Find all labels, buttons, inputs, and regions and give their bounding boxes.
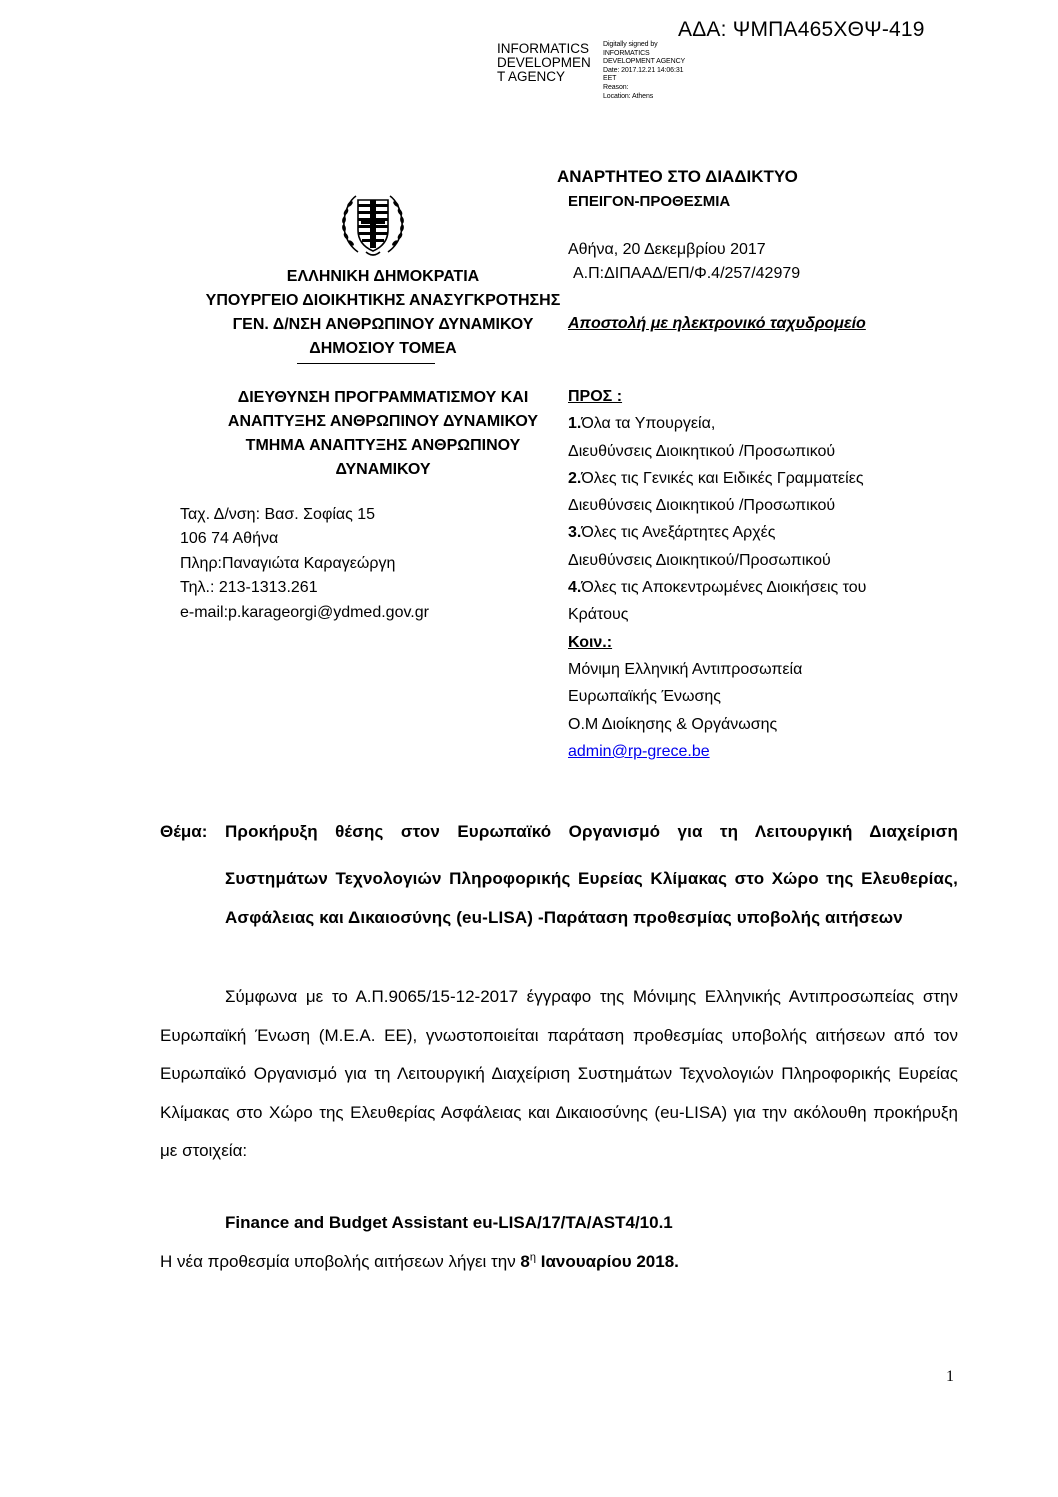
urgent-deadline-notice: ΕΠΕΙΓΟΝ-ΠΡΟΘΕΣΜΙΑ bbox=[568, 193, 731, 210]
contact-email: e-mail:p.karageorgi@ydmed.gov.gr bbox=[180, 603, 429, 621]
recipient-dept: Κράτους bbox=[568, 606, 629, 624]
recipient-item bbox=[568, 410, 866, 437]
sender-divider bbox=[297, 363, 435, 364]
deadline-day: 8 bbox=[520, 1252, 530, 1271]
directorate-line: ΤΜΗΜΑ ΑΝΑΠΤΥΞΗΣ ΑΝΘΡΩΠΙΝΟΥ bbox=[245, 437, 521, 454]
contact-city: 106 74 Αθήνα bbox=[180, 530, 279, 548]
recipient-number: 1. bbox=[568, 415, 582, 433]
recipients-to-label: ΠΡΟΣ : bbox=[568, 388, 623, 405]
page-number: 1 bbox=[946, 1368, 954, 1385]
cc-email-link[interactable]: admin@rp-grece.be bbox=[568, 742, 710, 760]
cc-line: Ευρωπαϊκής Ένωσης bbox=[568, 688, 721, 706]
recipients-block bbox=[568, 383, 866, 765]
deadline-prefix: Η νέα προθεσμία υποβολής αιτήσεων λήγει την bbox=[160, 1252, 521, 1271]
signature-org-line: T AGENCY bbox=[497, 69, 566, 84]
internet-upload-notice: ΑΝΑΡΤΗΤΕΟ ΣΤΟ ΔΙΑΔΙΚΤΥΟ bbox=[557, 167, 798, 186]
document-date: Αθήνα, 20 Δεκεμβρίου 2017 bbox=[568, 241, 766, 258]
cc-line: Ο.Μ Διοίκησης & Οργάνωσης bbox=[568, 715, 778, 733]
contact-block bbox=[180, 503, 429, 625]
signature-detail-line: EET bbox=[603, 75, 617, 83]
recipient-number: 4. bbox=[568, 579, 582, 597]
recipient-item bbox=[568, 519, 866, 546]
recipient-item bbox=[568, 465, 866, 492]
cc-line: Μόνιμη Ελληνική Αντιπροσωπεία bbox=[568, 660, 803, 678]
signature-detail-line: Reason: bbox=[603, 83, 629, 91]
sender-block bbox=[168, 265, 598, 361]
directorate-block bbox=[168, 386, 598, 482]
signature-org-line: DEVELOPMEN bbox=[497, 55, 591, 70]
signature-org-line: INFORMATICS bbox=[497, 41, 589, 56]
recipient-dept: Διευθύνσεις Διοικητικού /Προσωπικού bbox=[568, 442, 836, 460]
hellenic-republic-emblem-icon bbox=[336, 190, 410, 262]
contact-address: Ταχ. Δ/νση: Βασ. Σοφίας 15 bbox=[180, 506, 376, 523]
recipient-number: 3. bbox=[568, 524, 582, 542]
sender-line: ΕΛΛΗΝΙΚΗ ΔΗΜΟΚΡΑΤΙΑ bbox=[286, 268, 480, 285]
directorate-line: ΔΥΝΑΜΙΚΟΥ bbox=[335, 461, 431, 478]
recipient-name: Όλες τις Ανεξάρτητες Αρχές bbox=[581, 524, 776, 542]
recipient-dept: Διευθύνσεις Διοικητικού/Προσωπικού bbox=[568, 551, 831, 569]
subject-continuation: Συστημάτων Τεχνολογιών Πληροφορικής Ευρείας Κλίμακας στο Χώρο της Ελευθερίας, Ασφάλειας και Δικαιοσύνης (eu-LISA) -Παράταση προθεσμίας υποβολής αιτήσεων bbox=[225, 869, 958, 927]
signature-detail-line: Date: 2017.12.21 14:06:31 bbox=[603, 66, 684, 74]
directorate-line: ΔΙΕΥΘΥΝΣΗ ΠΡΟΓΡΑΜΜΑΤΙΣΜΟΥ ΚΑΙ bbox=[237, 389, 529, 406]
recipient-item bbox=[568, 574, 866, 601]
recipient-name: Όλα τα Υπουργεία, bbox=[581, 415, 716, 433]
signature-organization bbox=[497, 42, 591, 84]
recipient-name: Όλες τις Γενικές και Ειδικές Γραμματείες bbox=[581, 469, 864, 487]
signature-detail-line: Location: Athens bbox=[603, 92, 654, 100]
deadline-day-suffix: η bbox=[529, 1251, 537, 1264]
subject-label: Θέμα: bbox=[160, 822, 208, 841]
sender-line: ΔΗΜΟΣΙΟΥ ΤΟΜΕΑ bbox=[309, 340, 457, 357]
signature-detail-line: INFORMATICS bbox=[603, 49, 650, 57]
position-title: Finance and Budget Assistant eu-LISA/17/TA/AST4/10.1 bbox=[225, 1213, 673, 1232]
recipient-dept: Διευθύνσεις Διοικητικού /Προσωπικού bbox=[568, 497, 836, 515]
directorate-line: ΑΝΑΠΤΥΞΗΣ ΑΝΘΡΩΠΙΝΟΥ ΔΥΝΑΜΙΚΟΥ bbox=[227, 413, 539, 430]
sender-line: ΓΕΝ. Δ/ΝΣΗ ΑΝΘΡΩΠΙΝΟΥ ΔΥΝΑΜΙΚΟΥ bbox=[232, 316, 534, 333]
recipient-name: Όλες τις Αποκεντρωμένες Διοικήσεις του bbox=[581, 579, 867, 597]
recipients-cc-label: Κοιν.: bbox=[568, 633, 613, 651]
contact-phone: Τηλ.: 213-1313.261 bbox=[180, 579, 318, 597]
signature-detail-line: Digitally signed by bbox=[603, 41, 658, 48]
subject-first-line: Προκήρυξη θέσης στον Ευρωπαϊκό Οργανισμό για τη Λειτουργική Διαχείριση bbox=[225, 822, 958, 841]
contact-person: Πληρ:Παναγιώτα Καραγεώργη bbox=[180, 554, 396, 572]
delivery-method: Αποστολή με ηλεκτρονικό ταχυδρομείο bbox=[568, 315, 866, 332]
ada-code: ΑΔΑ: ΨΜΠΑ465ΧΘΨ-419 bbox=[678, 18, 925, 41]
signature-details bbox=[603, 41, 685, 101]
new-deadline-line bbox=[160, 1252, 679, 1272]
protocol-number: Α.Π:ΔΙΠΑΑΔ/ΕΠ/Φ.4/257/42979 bbox=[573, 265, 801, 282]
signature-detail-line: DEVELOPMENT AGENCY bbox=[603, 58, 686, 66]
sender-line: ΥΠΟΥΡΓΕΙΟ ΔΙΟΙΚΗΤΙΚΗΣ ΑΝΑΣΥΓΚΡΟΤΗΣΗΣ bbox=[205, 292, 561, 309]
recipient-number: 2. bbox=[568, 469, 582, 487]
body-paragraph: Σύμφωνα με το Α.Π.9065/15-12-2017 έγγραφο της Μόνιμης Ελληνικής Αντιπροσωπείας στην Ευρωπαϊκή Ένωση (Μ.Ε.Α. ΕΕ), γνωστοποιείται παράταση προθεσμίας υποβολής αιτήσεων από τον Ευρωπαϊκό Οργανισμό για τη Λειτουργική Διαχείριση Συστημάτων Τεχνολογιών Πληροφορικής Ευρείας Κλίμακας στο Χώρο της Ελευθερίας Ασφάλειας και Δικαιοσύνης (eu-LISA) για την ακόλουθη προκήρυξη με στοιχεία: bbox=[160, 987, 958, 1160]
deadline-date: Ιανουαρίου 2018. bbox=[536, 1252, 679, 1271]
